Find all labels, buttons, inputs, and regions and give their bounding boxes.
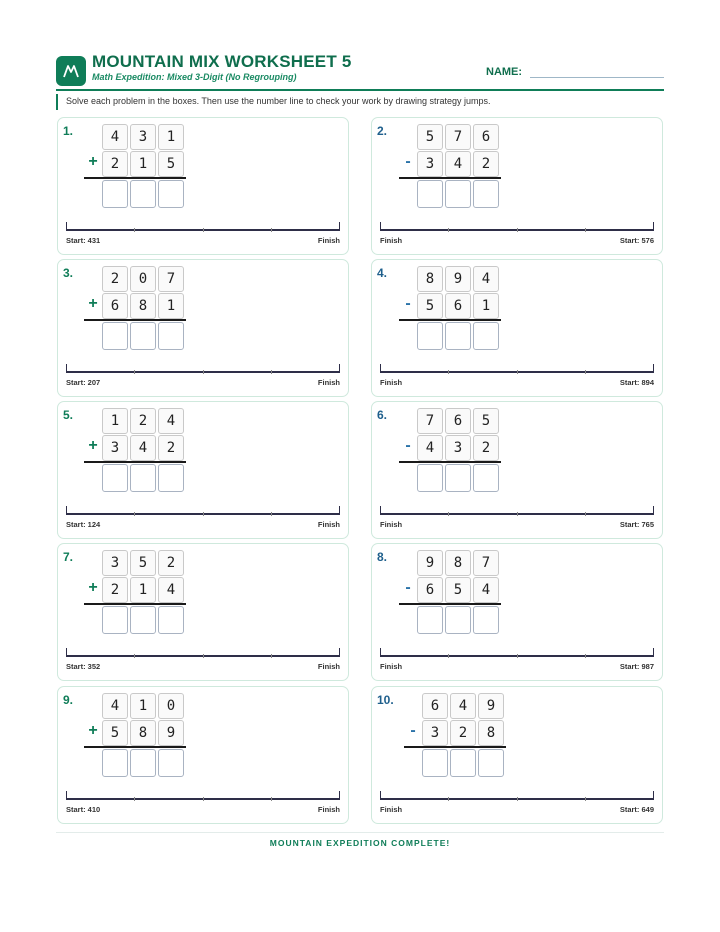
sum-line: [84, 319, 186, 321]
number-line-left-label: Finish: [380, 520, 403, 529]
number-line-right-label: Finish: [317, 236, 340, 245]
problem-card: [57, 686, 349, 824]
number-line-end-tick: [380, 791, 381, 800]
number-line-end-tick: [339, 364, 340, 373]
sum-line: [84, 177, 186, 179]
top-digit: 5: [473, 408, 499, 434]
problem-card: [371, 117, 663, 255]
answer-box[interactable]: [473, 464, 499, 492]
answer-box[interactable]: [130, 606, 156, 634]
bottom-digit: 3: [422, 720, 448, 746]
bottom-digit: 2: [158, 435, 184, 461]
minus-sign: -: [405, 437, 411, 454]
top-digit: 2: [158, 550, 184, 576]
top-digit: 1: [158, 124, 184, 150]
bottom-digit: 5: [102, 720, 128, 746]
answer-box[interactable]: [130, 180, 156, 208]
number-line-end-tick: [653, 364, 654, 373]
bottom-digit: 1: [130, 577, 156, 603]
bottom-digit: 4: [417, 435, 443, 461]
number-line-right-label: Start: 894: [619, 378, 654, 387]
number-line-left-label: Start: 431: [66, 236, 101, 245]
top-digit: 6: [473, 124, 499, 150]
bottom-digit: 6: [102, 293, 128, 319]
number-line-tick: [271, 228, 272, 232]
problem-card: [57, 401, 349, 539]
number-line-tick: [448, 228, 449, 232]
bottom-digit: 2: [473, 435, 499, 461]
bottom-digit: 8: [478, 720, 504, 746]
number-line-left-label: Start: 207: [66, 378, 101, 387]
worksheet-header: [56, 52, 664, 90]
top-digit: 6: [445, 408, 471, 434]
bottom-digit: 1: [473, 293, 499, 319]
answer-box[interactable]: [473, 180, 499, 208]
plus-sign: +: [88, 722, 98, 739]
instructions: Solve each problem in the boxes. Then use the number line to check your work by drawing strategy jumps.: [56, 94, 666, 110]
bottom-digit: 1: [130, 151, 156, 177]
top-digit: 2: [102, 266, 128, 292]
header-divider: [56, 89, 664, 91]
page-subtitle: Math Expedition: Mixed 3-Digit (No Regrouping): [92, 72, 297, 82]
number-line-tick: [134, 228, 135, 232]
top-digit: 6: [422, 693, 448, 719]
bottom-digit: 5: [158, 151, 184, 177]
number-line-left-label: Start: 410: [66, 805, 101, 814]
problem-card: [57, 259, 349, 397]
number-line-right-label: Start: 987: [619, 662, 654, 671]
top-digit: 3: [130, 124, 156, 150]
problem-number: 5.: [63, 408, 74, 422]
problem-number: 1.: [63, 124, 74, 138]
number-line-end-tick: [66, 506, 67, 515]
bottom-digit: 6: [417, 577, 443, 603]
minus-sign: -: [405, 295, 411, 312]
answer-box[interactable]: [422, 749, 448, 777]
number-line-end-tick: [66, 222, 67, 231]
top-digit: 8: [417, 266, 443, 292]
problem-number: 8.: [377, 550, 388, 564]
number-line-right-label: Start: 576: [619, 236, 654, 245]
sum-line: [399, 177, 501, 179]
top-digit: 9: [478, 693, 504, 719]
bottom-digit: 8: [130, 293, 156, 319]
top-digit: 4: [102, 693, 128, 719]
number-line-end-tick: [653, 648, 654, 657]
bottom-digit: 4: [130, 435, 156, 461]
number-line-tick: [134, 370, 135, 374]
problem-number: 10.: [377, 693, 394, 707]
bottom-digit: 3: [417, 151, 443, 177]
bottom-digit: 9: [158, 720, 184, 746]
number-line-tick: [517, 654, 518, 658]
answer-box[interactable]: [158, 322, 184, 350]
answer-box[interactable]: [450, 749, 476, 777]
top-digit: 2: [130, 408, 156, 434]
mountain-icon: [56, 56, 86, 86]
number-line-tick: [517, 512, 518, 516]
number-line-tick: [134, 654, 135, 658]
top-digit: 5: [130, 550, 156, 576]
number-line-right-label: Start: 765: [619, 520, 654, 529]
answer-box[interactable]: [417, 464, 443, 492]
top-digit: 9: [417, 550, 443, 576]
number-line-right-label: Finish: [317, 805, 340, 814]
answer-box[interactable]: [445, 180, 471, 208]
top-digit: 7: [473, 550, 499, 576]
answer-box[interactable]: [417, 606, 443, 634]
name-label: NAME:: [486, 66, 523, 78]
problem-number: 3.: [63, 266, 74, 280]
minus-sign: -: [405, 153, 411, 170]
number-line-end-tick: [339, 648, 340, 657]
number-line-end-tick: [380, 648, 381, 657]
plus-sign: +: [88, 295, 98, 312]
bottom-digit: 5: [445, 577, 471, 603]
sum-line: [84, 746, 186, 748]
number-line-right-label: Finish: [317, 378, 340, 387]
page-title: MOUNTAIN MIX WORKSHEET 5: [92, 52, 352, 71]
top-digit: 3: [102, 550, 128, 576]
number-line-end-tick: [653, 791, 654, 800]
sum-line: [399, 461, 501, 463]
number-line-left-label: Finish: [380, 378, 403, 387]
bottom-digit: 2: [102, 151, 128, 177]
minus-sign: -: [410, 722, 416, 739]
number-line-tick: [517, 797, 518, 801]
number-line-tick: [134, 512, 135, 516]
top-digit: 4: [450, 693, 476, 719]
number-line-tick: [448, 797, 449, 801]
answer-box[interactable]: [478, 749, 504, 777]
number-line-tick: [585, 797, 586, 801]
answer-box[interactable]: [417, 322, 443, 350]
number-line-tick: [134, 797, 135, 801]
bottom-digit: 2: [473, 151, 499, 177]
problem-number: 9.: [63, 693, 74, 707]
top-digit: 8: [445, 550, 471, 576]
problem-number: 2.: [377, 124, 388, 138]
answer-box[interactable]: [473, 606, 499, 634]
bottom-digit: 2: [450, 720, 476, 746]
bottom-digit: 6: [445, 293, 471, 319]
number-line-end-tick: [380, 222, 381, 231]
problem-card: [371, 259, 663, 397]
answer-box[interactable]: [130, 749, 156, 777]
number-line-end-tick: [339, 791, 340, 800]
number-line-tick: [203, 654, 204, 658]
plus-sign: +: [88, 153, 98, 170]
problem-number: 6.: [377, 408, 388, 422]
bottom-digit: 4: [473, 577, 499, 603]
number-line-tick: [517, 370, 518, 374]
number-line-tick: [585, 370, 586, 374]
problem-card: [57, 543, 349, 681]
number-line-end-tick: [339, 506, 340, 515]
number-line-tick: [203, 797, 204, 801]
number-line-end-tick: [653, 222, 654, 231]
footer-banner: MOUNTAIN EXPEDITION COMPLETE!: [56, 832, 664, 848]
answer-box[interactable]: [102, 322, 128, 350]
top-digit: 1: [130, 693, 156, 719]
answer-box[interactable]: [445, 464, 471, 492]
number-line-left-label: Finish: [380, 662, 403, 671]
number-line-right-label: Finish: [317, 662, 340, 671]
answer-box[interactable]: [417, 180, 443, 208]
top-digit: 0: [130, 266, 156, 292]
bottom-digit: 2: [102, 577, 128, 603]
sum-line: [84, 603, 186, 605]
number-line-end-tick: [66, 791, 67, 800]
number-line-tick: [448, 512, 449, 516]
answer-box[interactable]: [445, 606, 471, 634]
number-line-tick: [585, 654, 586, 658]
number-line-tick: [271, 370, 272, 374]
answer-box[interactable]: [445, 322, 471, 350]
plus-sign: +: [88, 437, 98, 454]
number-line-right-label: Start: 649: [619, 805, 654, 814]
top-digit: 0: [158, 693, 184, 719]
answer-box[interactable]: [102, 606, 128, 634]
number-line-tick: [585, 228, 586, 232]
number-line-tick: [203, 512, 204, 516]
top-digit: 9: [445, 266, 471, 292]
top-digit: 4: [473, 266, 499, 292]
number-line-tick: [271, 654, 272, 658]
bottom-digit: 8: [130, 720, 156, 746]
problem-number: 4.: [377, 266, 388, 280]
number-line-tick: [203, 370, 204, 374]
number-line-tick: [271, 512, 272, 516]
answer-box[interactable]: [473, 322, 499, 350]
number-line-tick: [203, 228, 204, 232]
number-line-left-label: Finish: [380, 236, 403, 245]
number-line-left-label: Start: 352: [66, 662, 101, 671]
answer-box[interactable]: [158, 606, 184, 634]
number-line-tick: [448, 370, 449, 374]
bottom-digit: 1: [158, 293, 184, 319]
problem-card: [371, 401, 663, 539]
bottom-digit: 3: [445, 435, 471, 461]
top-digit: 7: [445, 124, 471, 150]
number-line-end-tick: [380, 364, 381, 373]
name-field[interactable]: [530, 77, 664, 78]
bottom-digit: 5: [417, 293, 443, 319]
number-line-end-tick: [380, 506, 381, 515]
problem-card: [57, 117, 349, 255]
problem-card: [371, 543, 663, 681]
top-digit: 5: [417, 124, 443, 150]
answer-box[interactable]: [102, 749, 128, 777]
number-line-tick: [585, 512, 586, 516]
number-line-left-label: Start: 124: [66, 520, 101, 529]
top-digit: 7: [158, 266, 184, 292]
minus-sign: -: [405, 579, 411, 596]
number-line-end-tick: [66, 364, 67, 373]
answer-box[interactable]: [130, 322, 156, 350]
number-line-tick: [517, 228, 518, 232]
sum-line: [399, 603, 501, 605]
answer-box[interactable]: [158, 464, 184, 492]
top-digit: 4: [102, 124, 128, 150]
top-digit: 1: [102, 408, 128, 434]
answer-box[interactable]: [102, 180, 128, 208]
top-digit: 4: [158, 408, 184, 434]
number-line-left-label: Finish: [380, 805, 403, 814]
problem-number: 7.: [63, 550, 74, 564]
top-digit: 7: [417, 408, 443, 434]
answer-box[interactable]: [102, 464, 128, 492]
number-line-right-label: Finish: [317, 520, 340, 529]
number-line-tick: [271, 797, 272, 801]
sum-line: [399, 319, 501, 321]
bottom-digit: 4: [445, 151, 471, 177]
number-line-end-tick: [339, 222, 340, 231]
answer-box[interactable]: [158, 749, 184, 777]
number-line-tick: [448, 654, 449, 658]
bottom-digit: 3: [102, 435, 128, 461]
answer-box[interactable]: [158, 180, 184, 208]
plus-sign: +: [88, 579, 98, 596]
number-line-end-tick: [66, 648, 67, 657]
number-line-end-tick: [653, 506, 654, 515]
sum-line: [84, 461, 186, 463]
problem-card: [371, 686, 663, 824]
sum-line: [404, 746, 506, 748]
bottom-digit: 4: [158, 577, 184, 603]
answer-box[interactable]: [130, 464, 156, 492]
